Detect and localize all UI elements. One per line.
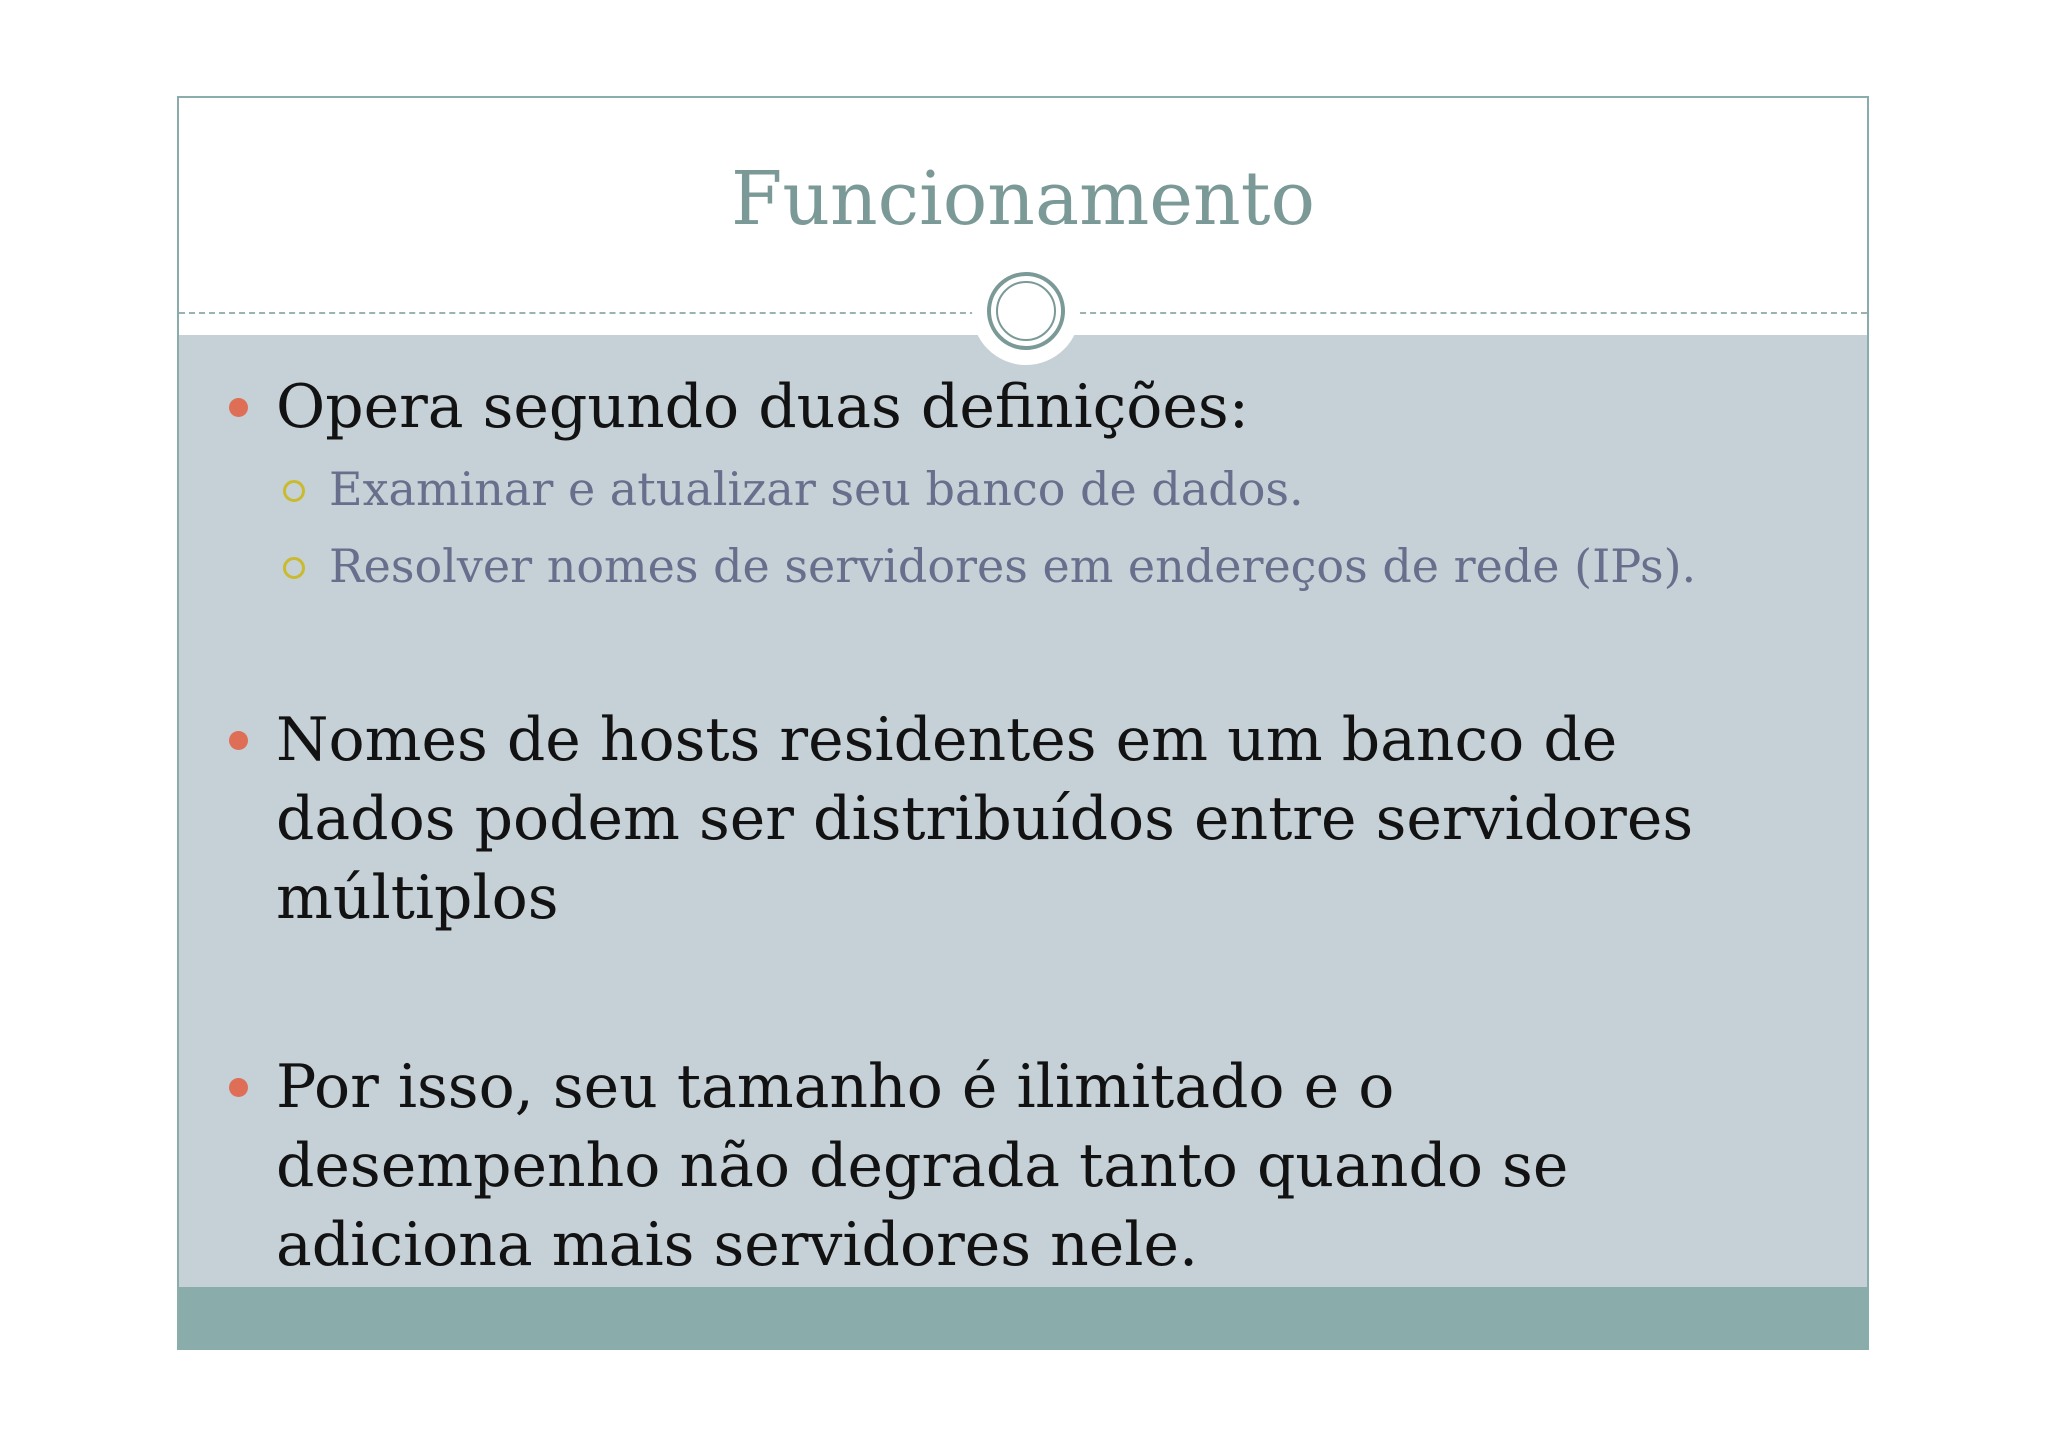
bullet-text: Por isso, seu tamanho é ilimitado e o desempenho não degrada tanto quando se adiciona mais servidores nele. (276, 1052, 1569, 1280)
slide (177, 96, 1869, 1350)
sub-bullet-circle-icon (283, 557, 305, 579)
sub-bullet-item (179, 451, 1867, 528)
sub-bullet-text: Resolver nomes de servidores em endereços de rede (IPs). (329, 539, 1697, 593)
bullet-dot-icon (229, 731, 248, 750)
sub-bullet-list (179, 451, 1867, 605)
sub-bullet-circle-icon (283, 480, 305, 502)
circle-ornament-icon (972, 257, 1080, 365)
sub-bullet-text: Examinar e atualizar seu banco de dados. (329, 462, 1304, 516)
footer-band (179, 1287, 1867, 1348)
bullet-text: Nomes de hosts residentes em um banco de dados podem ser distribuídos entre servidores múltiplos (276, 705, 1694, 933)
bullet-dot-icon (229, 1078, 248, 1097)
bullet-list (179, 368, 1867, 1285)
bullet-item (179, 701, 1867, 938)
bullet-item (179, 368, 1867, 447)
bullet-item (179, 1048, 1867, 1285)
ornament-ring (987, 272, 1065, 350)
ornament-ring-inner (996, 281, 1056, 341)
slide-title: Funcionamento (730, 156, 1315, 242)
bullet-dot-icon (229, 398, 248, 417)
bullet-text: Opera segundo duas definições: (276, 372, 1249, 442)
sub-bullet-item (179, 528, 1867, 605)
